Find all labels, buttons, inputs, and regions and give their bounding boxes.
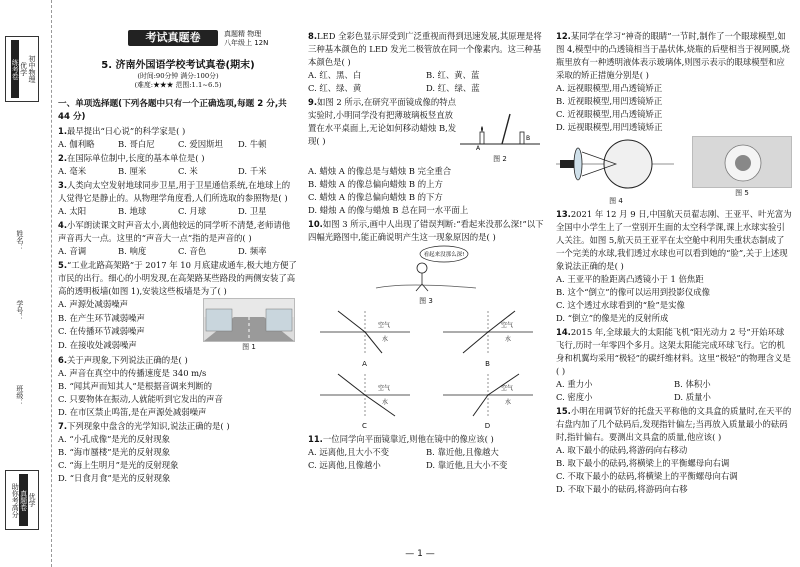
exam-badge: 考试真题卷 xyxy=(128,30,218,46)
option[interactable]: C. 音色 xyxy=(178,245,207,256)
page-header xyxy=(128,30,298,46)
option[interactable]: D. 频率 xyxy=(238,245,267,256)
question-number: 9. xyxy=(308,97,318,108)
badge-text: 初中物理 xyxy=(28,55,36,83)
id-label: 学号： xyxy=(15,300,24,321)
highway-photo xyxy=(203,298,295,342)
water-label: 水 xyxy=(381,335,388,343)
column-1 xyxy=(58,98,298,486)
question-text: 如图 2 所示,在研究平面镜成像的特点实验时,小明同学没有把薄玻璃板竖直放置在水平桌面上,无论如何移动蜡烛 B,发现( ) xyxy=(308,97,457,147)
question-text: 一位同学向平面镜靠近,则他在镜中的像应该( ) xyxy=(322,434,494,445)
figure-3 xyxy=(308,244,544,307)
option[interactable]: B. 红、黄、蓝 xyxy=(426,70,480,81)
option[interactable]: D. “日食月食”是光的反射现象 xyxy=(58,472,171,483)
option[interactable]: A. 毫米 xyxy=(58,165,87,176)
question-5 xyxy=(58,259,298,353)
option[interactable]: B. 这个“倒立”的像可以运用到投影仪成像 xyxy=(556,287,711,298)
question-1 xyxy=(58,125,298,151)
option[interactable]: A. 太阳 xyxy=(58,205,87,216)
badge-text: 优学 xyxy=(19,62,28,76)
options xyxy=(308,69,544,95)
exam-time-score: (时间:90分钟 满分:100分) xyxy=(137,72,219,80)
question-number: 8. xyxy=(308,31,318,41)
question-text: LED 全彩色显示屏受到广泛重视而得到迅速发展,其原理是将三种基本颜色的 LED 发光二极管放在同一个像素内。这三种基本颜色是( ) xyxy=(308,31,542,68)
astronaut-water-ball-photo xyxy=(692,136,792,188)
option[interactable]: D. 卫星 xyxy=(238,205,267,216)
question-14 xyxy=(556,326,792,404)
options xyxy=(58,245,298,258)
question-13 xyxy=(556,208,792,325)
option[interactable]: C. 这个透过水球看到的“脸”是实像 xyxy=(556,300,685,311)
option[interactable]: B. 响度 xyxy=(118,245,147,256)
refraction-diagram-icon xyxy=(320,309,410,355)
speech-bubble-text: 看起来没那么深! xyxy=(423,252,465,259)
question-number: 11. xyxy=(308,434,323,445)
column-2 xyxy=(308,30,544,473)
air-label: 空气 xyxy=(500,384,513,392)
option[interactable]: A. 远离他,且大小不变 xyxy=(308,447,390,458)
option[interactable]: C. 爱因斯坦 xyxy=(178,138,223,149)
question-number: 6. xyxy=(58,354,68,365)
option[interactable]: D. 质量小 xyxy=(674,392,711,403)
question-text: 某同学在学习“神奇的眼睛”一节时,制作了一个眼球模型,如图 4,模型中的凸透镜相当于晶状体,烧瓶的后壁相当于视网膜,烧瓶里放有一种透明液体表示玻璃体,则图示表示的眼球模型和应采取的矫正措施分别是( ) xyxy=(556,31,790,81)
option-label: B xyxy=(485,359,490,368)
option[interactable]: C. 密度小 xyxy=(556,392,593,403)
question-text: 2015 年,全球最大的太阳能飞机“阳光动力 2 号”开始环球飞行,历时一年零四个多月。这架太阳能完成环球飞行。它的机身和机翼均采用“极轻”的碳纤维材料。这里“极轻”的物理含义是( ) xyxy=(556,327,791,377)
option[interactable]: A. “小孔成像”是光的反射现象 xyxy=(58,433,171,444)
option[interactable]: B. 蜡烛 A 的像总偏向蜡烛 B 的上方 xyxy=(308,178,443,189)
options xyxy=(556,444,792,496)
option[interactable]: D. 靠近他,且大小不变 xyxy=(426,460,508,471)
option[interactable]: D. 在接收处减弱噪声 xyxy=(58,339,137,350)
badge-text: 助你考高分 xyxy=(11,482,20,518)
figure-caption: 图 1 xyxy=(242,342,256,351)
figure-5 xyxy=(692,136,792,207)
options xyxy=(58,367,298,419)
question-3 xyxy=(58,179,298,218)
options xyxy=(308,165,544,217)
option[interactable]: B. 靠近他,且像越大 xyxy=(426,447,499,458)
option[interactable]: A. 音调 xyxy=(58,245,87,256)
air-label: 空气 xyxy=(377,384,390,392)
option[interactable]: B. 哥白尼 xyxy=(118,138,155,149)
series-badge-top xyxy=(5,36,39,102)
question-4 xyxy=(58,219,298,258)
question-number: 1. xyxy=(58,125,68,136)
option[interactable]: D. 红、绿、蓝 xyxy=(426,83,480,94)
column-3 xyxy=(556,30,792,497)
header-meta-line: 八年级上 12N xyxy=(224,38,269,47)
option-label: D xyxy=(484,422,491,431)
option[interactable]: C. 在传播环节减弱噪声 xyxy=(58,326,145,337)
water-ball-photo-icon xyxy=(693,137,791,187)
option[interactable]: B. “海市蜃楼”是光的反射现象 xyxy=(58,446,171,457)
options xyxy=(556,82,792,134)
options xyxy=(58,138,298,151)
question-number: 15. xyxy=(556,406,571,417)
option[interactable]: B. “闻其声而知其人”是根据音调来判断的 xyxy=(58,380,213,391)
option[interactable]: C. 只要物体在振动,人就能听到它发出的声音 xyxy=(58,393,223,404)
option[interactable]: D. 蜡烛 A 的像与蜡烛 B 总在同一水平面上 xyxy=(308,204,469,215)
badge-text: 优学 xyxy=(28,493,36,507)
question-6 xyxy=(58,354,298,419)
svg-text:B: B xyxy=(526,135,531,143)
figure-caption: 图 2 xyxy=(493,155,507,164)
figure-4 xyxy=(556,136,676,207)
option[interactable]: C. 米 xyxy=(178,165,198,176)
option[interactable]: A. 取下最小的砝码,将游码向右移动 xyxy=(556,445,688,456)
figure-caption: 图 3 xyxy=(419,297,433,306)
option[interactable]: D. “倒立”的像是光的反射所成 xyxy=(556,313,669,324)
option[interactable]: D. 远视眼模型,用凹透镜矫正 xyxy=(556,122,663,133)
options xyxy=(308,446,544,472)
figure-caption: 图 5 xyxy=(735,189,749,198)
question-text: 小明在用调节好的托盘天平称他的文具盒的质量时,在天平的右盘内加了几个砝码后,发现指针偏左;当再放入质量最小的砝码时,指针偏右。要测出文具盒的质量,他应该( ) xyxy=(556,406,792,443)
option[interactable]: C. 远离他,且像越小 xyxy=(308,460,381,471)
question-text: 关于声现象,下列说法正确的是( ) xyxy=(67,354,188,365)
question-text: 在国际单位制中,长度的基本单位是( ) xyxy=(67,152,205,163)
options xyxy=(556,378,792,404)
question-7 xyxy=(58,420,298,485)
option[interactable]: C. 月球 xyxy=(178,205,207,216)
option[interactable]: B. 取下最小的砝码,将横梁上的平衡螺母向右调 xyxy=(556,458,730,469)
water-label: 水 xyxy=(504,335,511,343)
question-11 xyxy=(308,433,544,472)
question-12 xyxy=(556,30,792,207)
ray-diagram-options xyxy=(308,309,544,432)
question-number: 2. xyxy=(58,152,68,163)
options xyxy=(58,433,298,485)
question-text: 人类向太空发射地球同步卫星,用于卫星通信系统,在地球上的人觉得它是静止的。从物理学角度看,人们所选取的参照物是( ) xyxy=(58,179,291,203)
person-looking-water-icon xyxy=(366,244,486,292)
figure-caption: 图 4 xyxy=(609,197,623,206)
highway-photo-icon xyxy=(204,299,294,341)
refraction-diagram-icon xyxy=(443,309,533,355)
question-8 xyxy=(308,30,544,95)
question-9 xyxy=(308,96,544,217)
options xyxy=(58,165,298,178)
question-number: 5. xyxy=(58,259,68,270)
option[interactable]: D. 牛顿 xyxy=(238,138,267,149)
question-2 xyxy=(58,152,298,178)
option[interactable]: A. 蜡烛 A 的像总是与蜡烛 B 完全重合 xyxy=(308,165,452,176)
question-text: 小军朗读课文时声音太小,离他较远的同学听不清楚,老师请他声音再大一点。这里的“声音大一点”指的是声音的( ) xyxy=(58,219,291,243)
question-number: 4. xyxy=(58,219,68,230)
name-label: 姓名： xyxy=(15,230,24,251)
ray-diagram-b[interactable] xyxy=(431,309,544,370)
question-text: 下列现象中盘含的光学知识,说法正确的是( ) xyxy=(67,420,230,431)
question-text: 如图 3 所示,画中人出现了错误判断:“看起来没那么深!”以下四幅光路图中,能正确说明产生这一现象原因的是( ) xyxy=(308,219,544,243)
option-label: A xyxy=(362,359,367,368)
option[interactable]: C. 近视眼模型,用凸透镜矫正 xyxy=(556,109,663,120)
option[interactable]: C. “海上生明月”是光的反射现象 xyxy=(58,459,179,470)
series-badge-bottom xyxy=(5,470,39,530)
mirror-candle-diagram-icon xyxy=(458,110,542,150)
option-label: C xyxy=(362,422,367,431)
option[interactable]: D. 不取下最小的砝码,将游码向右移 xyxy=(556,484,688,495)
badge-text: 真题卷 xyxy=(19,474,27,526)
option[interactable]: D. 在市区禁止鸣笛,是在声源处减弱噪声 xyxy=(58,406,207,417)
ray-diagram-c[interactable] xyxy=(308,372,421,433)
badge-text: 练考卷 xyxy=(11,40,19,98)
option[interactable]: C. 蜡烛 A 的像总偏向蜡烛 B 的下方 xyxy=(308,191,443,202)
exam-difficulty: (难度:★★★ 范围:1.1~6.5) xyxy=(134,81,222,90)
option[interactable]: A. 远视眼模型,用凸透镜矫正 xyxy=(556,83,663,94)
binding-margin xyxy=(0,0,52,567)
section-title: 一、单项选择题(下列各题中只有一个正确选项,每题 2 分,共 44 分) xyxy=(58,99,287,123)
header-meta xyxy=(224,30,268,48)
option[interactable]: A. 声音在真空中的传播速度是 340 m/s xyxy=(58,367,207,378)
question-number: 14. xyxy=(556,327,571,338)
option[interactable]: B. 厘米 xyxy=(118,165,147,176)
option[interactable]: B. 体积小 xyxy=(674,379,711,390)
options xyxy=(556,273,792,325)
header-meta-line: 真题精 物理 xyxy=(224,30,262,38)
option[interactable]: A. 重力小 xyxy=(556,379,593,390)
option[interactable]: A. 红、黑、白 xyxy=(308,70,362,81)
page-number: — 1 — xyxy=(405,549,435,559)
option[interactable]: A. 声源处减弱噪声 xyxy=(58,298,128,309)
option[interactable]: A. 伽利略 xyxy=(58,138,95,149)
question-number: 10. xyxy=(308,219,323,229)
question-text: 2021 年 12 月 9 日,中国航天员翟志刚、王亚平、叶光富为全国中小学生上了一堂别开生面的太空科学课,课上水球实验引人关注。如图 5,航天员王亚平在太空舱中利用失重状态制成了一个完美的水球,我们透过水球也可以看到她的“脸”,关于上述现象说法正确的是( ) xyxy=(556,208,792,272)
question-10 xyxy=(308,218,544,432)
question-number: 7. xyxy=(58,420,68,431)
question-number: 13. xyxy=(556,208,571,219)
class-label: 班级： xyxy=(15,385,24,406)
water-label: 水 xyxy=(381,398,388,406)
question-text: 最早提出“日心说”的科学家是( ) xyxy=(67,125,186,136)
question-number: 3. xyxy=(58,179,68,190)
water-label: 水 xyxy=(504,398,511,406)
option[interactable]: B. 在产生环节减弱噪声 xyxy=(58,312,145,323)
air-label: 空气 xyxy=(377,321,390,329)
exam-title: 5. 济南外国语学校考试真卷(期末) xyxy=(101,60,255,71)
question-15 xyxy=(556,405,792,496)
eye-model-flask-icon xyxy=(556,136,674,192)
air-label: 空气 xyxy=(500,321,513,329)
option[interactable]: B. 地球 xyxy=(118,205,147,216)
options xyxy=(58,205,298,218)
option[interactable]: A. 王亚平的脸距离凸透镜小于 1 倍焦距 xyxy=(556,274,704,285)
question-number: 12. xyxy=(556,31,571,41)
option[interactable]: C. 不取下最小的砝码,将横梁上的平衡螺母向右调 xyxy=(556,471,738,482)
refraction-diagram-icon xyxy=(320,372,410,418)
question-text: “工业北路高架路”于 2017 年 10 月底建成通车,极大地方便了市民的出行。细心的小明发现,在高架路某些路段的两侧安装了高高的透明板墙(如图 1),安装这些板墙是为了( ) xyxy=(58,259,297,296)
exam-subtitle xyxy=(58,72,298,90)
option[interactable]: C. 红、绿、黄 xyxy=(308,83,362,94)
refraction-diagram-icon xyxy=(443,372,533,418)
options xyxy=(58,298,203,353)
figure-2 xyxy=(458,96,542,165)
figure-1 xyxy=(203,298,295,353)
ray-diagram-d[interactable] xyxy=(431,372,544,433)
ray-diagram-a[interactable] xyxy=(308,309,421,370)
svg-text:A: A xyxy=(476,145,481,151)
option[interactable]: B. 近视眼模型,用凹透镜矫正 xyxy=(556,96,663,107)
option[interactable]: D. 千米 xyxy=(238,165,267,176)
